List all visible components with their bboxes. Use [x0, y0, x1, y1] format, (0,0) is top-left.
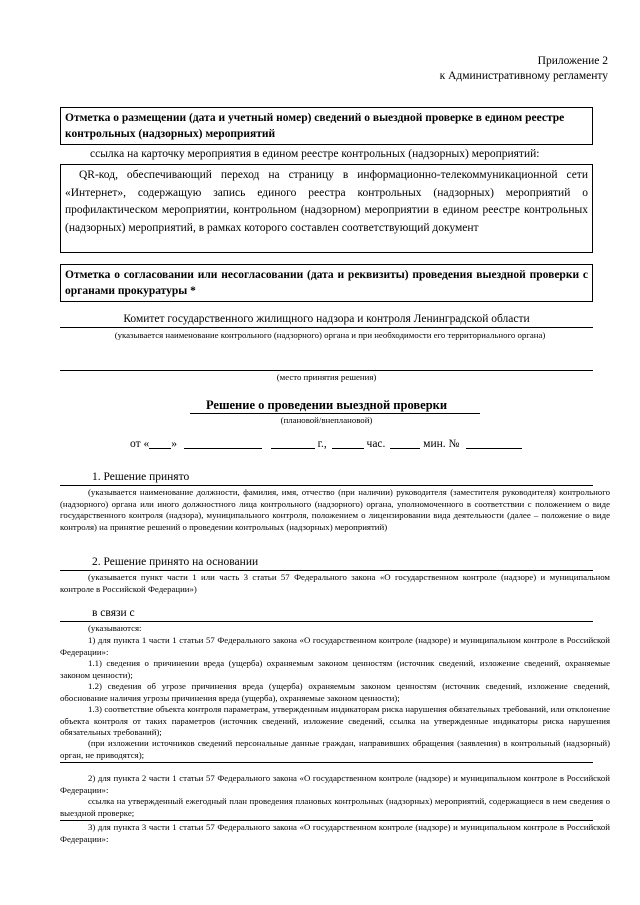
section-1-underline	[60, 485, 593, 486]
point-3: 3) для пункта 3 части 1 статьи 57 Федерального закона «О государственном контроле (надзоре) и муниципальном контроле в Российской Федерации»:	[60, 822, 610, 844]
place-hint: (место принятия решения)	[276, 372, 377, 382]
appendix-line-1: Приложение 2	[537, 55, 608, 67]
date-from-label: от «	[130, 438, 150, 450]
section-1-title: 1. Решение принято	[92, 471, 190, 483]
section-2-hint: (указывается пункт части 1 или часть 3 статьи 57 Федерального закона «О государственном контроле (надзоре) и муниципальном контроле в Российской Федерации»)	[60, 572, 610, 594]
authority-underline	[60, 327, 593, 328]
minute-blank[interactable]	[390, 436, 420, 449]
date-quote-close: »	[171, 438, 177, 450]
year-blank[interactable]	[271, 436, 315, 449]
point-1-2: 1.2) сведения об угрозе причинения вреда (ущерба) охраняемым законом ценностям (источник сведений, изложение сведений, обоснование наличия угрозы причинения вреда (ущерба), охраняемые законом ценности);	[60, 681, 610, 703]
authority-hint: (указывается наименование контрольного (надзорного) органа и при необходимости его территориального органа)	[114, 330, 546, 340]
prosecutor-approval-box: Отметка о согласовании или несогласовании (дата и реквизиты) проведения выездной проверки с органами прокуратуры *	[60, 264, 593, 302]
day-blank[interactable]	[149, 436, 171, 449]
month-blank[interactable]	[184, 436, 262, 449]
section-1-hint: (указывается наименование должности, фамилия, имя, отчество (при наличии) руководителя (заместителя руководителя) контрольного (надзорного) органа или иного должностного лица контрольного (надзорного) органа, уполномоченного в соответствии с положением о виде государственного контроля (надзора), муниципального контроля, положением о лицензировании вида деятельности (далее – положение о виде контроля) на принятие решений о проведении контрольных (надзорных) мероприятий)	[60, 487, 610, 532]
place-underline	[60, 370, 593, 371]
hour-label: час.	[366, 438, 386, 450]
point-1-1: 1.1) сведения о причинении вреда (ущерба) охраняемым законом ценностям (источник сведений, изложение сведений, охраняемые законом ценности);	[60, 658, 610, 680]
point-1-note: (при изложении источников сведений персональные данные граждан, направивших обращения (заявления) в контрольный (надзорный) орган, не приводятся);	[60, 738, 610, 760]
point-2: 2) для пункта 2 части 1 статьи 57 Федерального закона «О государственном контроле (надзоре) и муниципальном контроле в Российской Федерации»:	[60, 773, 610, 795]
authority-name-row	[60, 312, 593, 327]
point-2-underline	[60, 820, 593, 821]
authority-name: Комитет государственного жилищного надзора и контроля Ленинградской области	[123, 313, 530, 325]
appendix-line-2: к Административному регламенту	[439, 70, 608, 82]
in-connection-underline	[60, 621, 593, 622]
registry-link-label: ссылка на карточку мероприятия в едином реестре контрольных (надзорных) мероприятий:	[90, 148, 540, 160]
date-number-line	[130, 436, 522, 452]
indicated-label: (указываются:	[88, 623, 142, 633]
point-1: 1) для пункта 1 части 1 статьи 57 Федерального закона «О государственном контроле (надзоре) и муниципальном контроле в Российской Федерации»:	[60, 635, 610, 657]
point-1-underline	[60, 762, 593, 763]
decision-title: Решение о проведении выездной проверки	[205, 398, 448, 412]
number-blank[interactable]	[466, 436, 522, 449]
in-connection-title: в связи с	[92, 607, 135, 619]
decision-title-underline	[190, 413, 480, 414]
qr-code-text: QR-код, обеспечивающий переход на страницу в информационно-телекоммуникационной сети «Интернет», содержащую запись единого реестра контрольных (надзорных) мероприятий о профилактическом мероприятии, контрольном (надзорном) мероприятии в едином реестре контрольных (надзорных) мероприятий, в рамках которого составлен соответствующий документ	[65, 169, 588, 234]
inspection-type-hint: (плановой/внеплановой)	[280, 415, 373, 425]
hour-blank[interactable]	[332, 436, 364, 449]
registry-mark-box: Отметка о размещении (дата и учетный номер) сведений о выездной проверке в едином реестре контрольных (надзорных) мероприятий	[60, 107, 593, 145]
point-2-link: ссылка на утвержденный ежегодный план проведения плановых контрольных (надзорных) мероприятий, содержащиеся в нем сведения о выездной проверке;	[60, 796, 610, 818]
section-2-title: 2. Решение принято на основании	[92, 556, 259, 568]
year-label: г.,	[317, 438, 327, 450]
point-1-3: 1.3) соответствие объекта контроля параметрам, утвержденным индикаторам риска нарушения обязательных требований, или отклонение объекта контроля от таких параметров (источник сведений, изложение сведений, ссылка на утвержденные индикаторы риска нарушения обязательных требований);	[60, 704, 610, 737]
appendix-header	[440, 54, 608, 84]
section-2-underline	[60, 570, 593, 571]
qr-code-box	[60, 164, 593, 253]
minute-number-label: мин. №	[423, 438, 460, 450]
